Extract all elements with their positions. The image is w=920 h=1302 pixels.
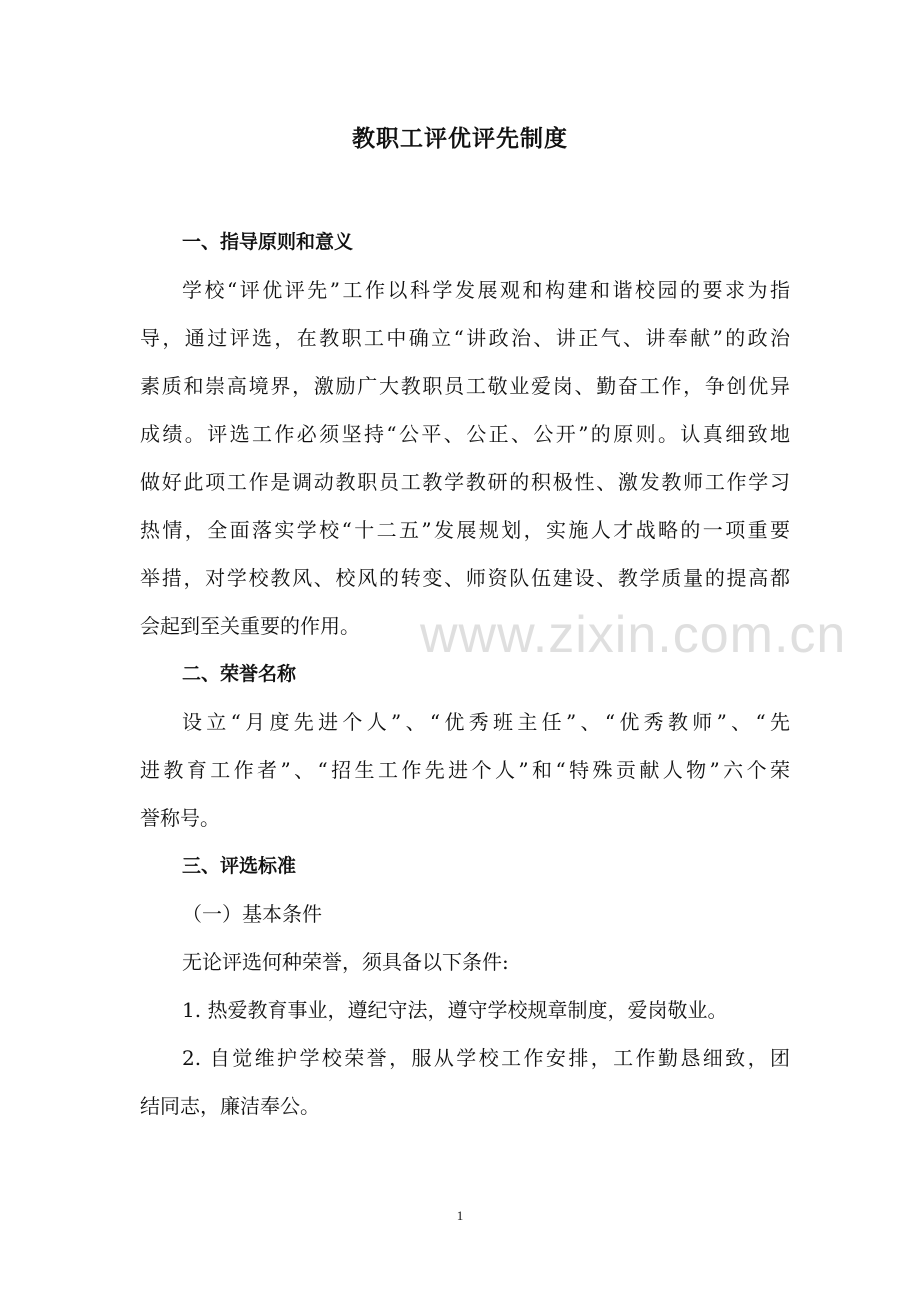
section-1-heading: 一、指导原则和意义 bbox=[182, 231, 354, 253]
paragraph-line: 导，通过评选，在教职工中确立“讲政治、讲正气、讲奉献”的政治 bbox=[140, 326, 790, 350]
paragraph-line: 举措，对学校教风、校风的转变、师资队伍建设、教学质量的提高都 bbox=[140, 566, 790, 590]
paragraph-line: 热情，全面落实学校“十二五”发展规划，实施人才战略的一项重要 bbox=[140, 518, 790, 542]
paragraph-line: 做好此项工作是调动教职员工教学教研的积极性、激发教师工作学习 bbox=[140, 470, 790, 494]
paragraph-line: 进教育工作者”、“招生工作先进个人”和“特殊贡献人物”六个荣 bbox=[140, 758, 790, 782]
document-body bbox=[140, 218, 790, 1130]
paragraph-line: 设立“月度先进个人”、“优秀班主任”、“优秀教师”、“先 bbox=[182, 710, 790, 734]
paragraph-line: 会起到至关重要的作用。 bbox=[140, 614, 360, 638]
criteria-item-2-continued: 结同志，廉洁奉公。 bbox=[140, 1094, 320, 1118]
criteria-item-1: 1. 热爱教育事业，遵纪守法，遵守学校规章制度，爱岗敬业。 bbox=[182, 998, 728, 1022]
criteria-item-2: 2. 自觉维护学校荣誉，服从学校工作安排，工作勤恳细致，团 bbox=[182, 1046, 790, 1070]
page-number: 1 bbox=[456, 1208, 464, 1223]
section-2-heading: 二、荣誉名称 bbox=[182, 663, 297, 685]
section-3-heading: 三、评选标准 bbox=[182, 855, 297, 877]
document-title: 教职工评优评先制度 bbox=[352, 126, 568, 152]
watermark-text: www.zixin.com.cn bbox=[420, 606, 847, 664]
paragraph-line: 成绩。评选工作必须坚持“公平、公正、公开”的原则。认真细致地 bbox=[140, 422, 790, 446]
criteria-intro: 无论评选何种荣誉，须具备以下条件: bbox=[182, 950, 509, 974]
section-3-subheading: （一）基本条件 bbox=[182, 902, 322, 926]
paragraph-line: 学校“评优评先”工作以科学发展观和构建和谐校园的要求为指 bbox=[182, 278, 790, 302]
paragraph-line: 誉称号。 bbox=[140, 806, 220, 830]
paragraph-line: 素质和崇高境界，激励广大教职员工敬业爱岗、勤奋工作，争创优异 bbox=[140, 374, 790, 398]
